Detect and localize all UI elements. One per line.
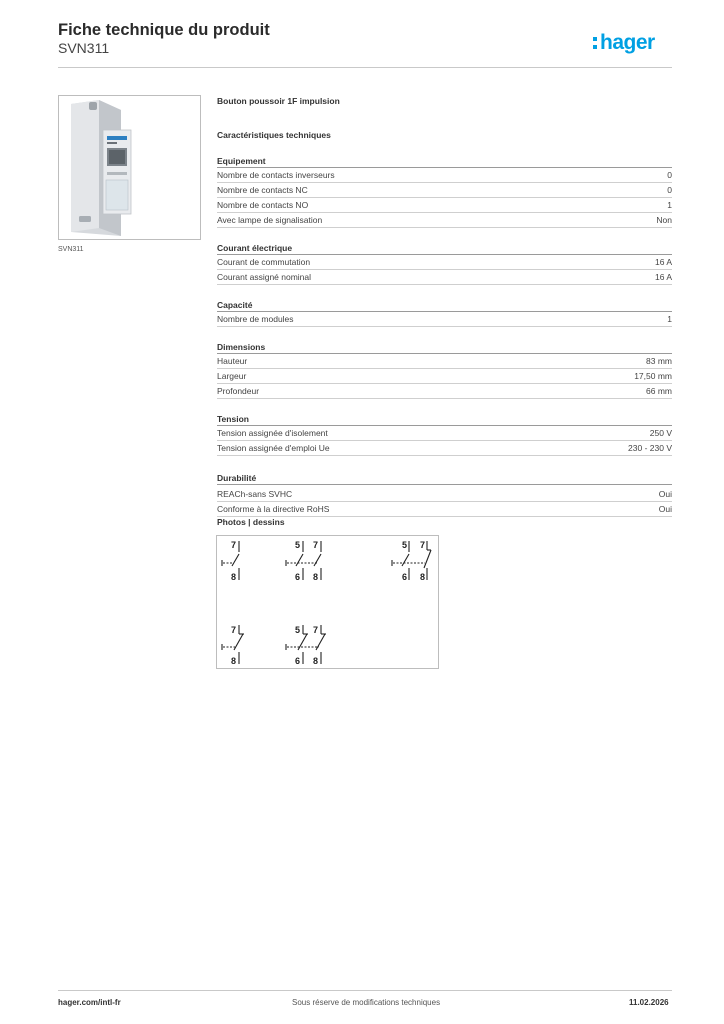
spec-label: Nombre de contacts inverseurs — [217, 170, 335, 180]
spec-row — [217, 426, 672, 441]
spec-label: Nombre de modules — [217, 314, 294, 324]
spec-group-tension — [217, 414, 672, 456]
spec-label: Tension assignée d'emploi Ue — [217, 443, 330, 453]
terminal-label: 7 — [231, 540, 237, 550]
spec-label: Conforme à la directive RoHS — [217, 504, 330, 514]
photo-caption: SVN311 — [58, 246, 84, 253]
spec-value: Oui — [658, 489, 672, 499]
terminal-label: 8 — [231, 572, 237, 582]
spec-value: 1 — [667, 200, 672, 210]
photos-title: Photos | dessins — [217, 517, 285, 527]
wiring-diagrams — [216, 535, 439, 669]
terminal-label: 7 — [420, 540, 426, 550]
logo-dot-top — [593, 37, 597, 41]
group-title: Equipement — [217, 156, 672, 168]
product-name: Bouton poussoir 1F impulsion — [217, 96, 340, 106]
spec-group-dimensions — [217, 342, 672, 399]
product-photo — [58, 95, 201, 240]
spec-value: 0 — [667, 170, 672, 180]
spec-row — [217, 213, 672, 228]
spec-label: REACh-sans SVHC — [217, 489, 293, 499]
terminal-label: 5 — [295, 540, 301, 550]
spec-row — [217, 354, 672, 369]
group-title: Dimensions — [217, 342, 672, 354]
terminal-label: 7 — [313, 625, 319, 635]
spec-group-durabilite — [217, 473, 672, 517]
terminal-label: 6 — [295, 656, 301, 666]
terminal-label: 6 — [402, 572, 408, 582]
spec-row — [217, 441, 672, 456]
spec-label: Courant assigné nominal — [217, 272, 312, 282]
spec-value: Non — [656, 215, 672, 225]
spec-label: Courant de commutation — [217, 257, 311, 267]
group-title: Tension — [217, 414, 672, 426]
terminal-label: 5 — [402, 540, 408, 550]
symbol-no-nc-contacts — [392, 541, 431, 580]
logo-text: hager — [600, 31, 655, 54]
spec-value: 16 A — [654, 272, 672, 282]
footer-website[interactable]: hager.com/intl-fr — [58, 998, 121, 1007]
spec-label: Tension assignée d'isolement — [217, 428, 328, 438]
page-title: Fiche technique du produit — [58, 21, 270, 39]
terminal-label: 6 — [295, 572, 301, 582]
spec-value: 83 mm — [646, 356, 672, 366]
terminal-label: 7 — [313, 540, 319, 550]
terminal-label: 7 — [231, 625, 237, 635]
spec-label: Nombre de contacts NO — [217, 200, 309, 210]
spec-label: Hauteur — [217, 356, 248, 366]
spec-label: Largeur — [217, 371, 247, 381]
spec-row — [217, 312, 672, 327]
terminal-label: 8 — [313, 572, 319, 582]
terminal-label: 5 — [295, 625, 301, 635]
spec-group-capacite — [217, 300, 672, 327]
terminal-label: 8 — [420, 572, 426, 582]
symbol-two-latching-contacts — [286, 625, 326, 664]
spec-row — [217, 198, 672, 213]
terminal-label: 8 — [313, 656, 319, 666]
logo-dot-bottom — [593, 45, 597, 49]
terminal-label: 8 — [231, 656, 237, 666]
spec-value: 250 V — [649, 428, 672, 438]
spec-row — [217, 168, 672, 183]
header-divider — [58, 67, 672, 68]
spec-row — [217, 369, 672, 384]
group-title: Courant électrique — [217, 243, 672, 255]
technical-specs — [217, 96, 672, 517]
spec-label: Profondeur — [217, 386, 260, 396]
hager-logo — [592, 28, 674, 56]
spec-row — [217, 487, 672, 502]
spec-row — [217, 384, 672, 399]
spec-value: Oui — [658, 504, 672, 514]
spec-value: 66 mm — [646, 386, 672, 396]
spec-group-equipement — [217, 156, 672, 228]
contact-symbols — [217, 536, 440, 670]
group-title: Capacité — [217, 300, 672, 312]
spec-row — [217, 183, 672, 198]
section-title: Caractéristiques techniques — [217, 130, 331, 140]
spec-value: 230 - 230 V — [628, 443, 672, 453]
product-reference: SVN311 — [58, 40, 110, 56]
spec-group-courant — [217, 243, 672, 285]
spec-label: Nombre de contacts NC — [217, 185, 308, 195]
spec-row — [217, 255, 672, 270]
spec-value: 0 — [667, 185, 672, 195]
spec-label: Avec lampe de signalisation — [217, 215, 323, 225]
spec-row — [217, 270, 672, 285]
group-title: Durabilité — [217, 473, 672, 485]
spec-value: 17,50 mm — [634, 371, 672, 381]
footer-notice: Sous réserve de modifications techniques — [292, 998, 441, 1007]
spec-value: 16 A — [654, 257, 672, 267]
footer-date: 11.02.2026 — [629, 998, 669, 1007]
spec-value: 1 — [667, 314, 672, 324]
spec-row — [217, 502, 672, 517]
footer-divider — [58, 990, 672, 991]
device-illustration — [59, 96, 201, 240]
